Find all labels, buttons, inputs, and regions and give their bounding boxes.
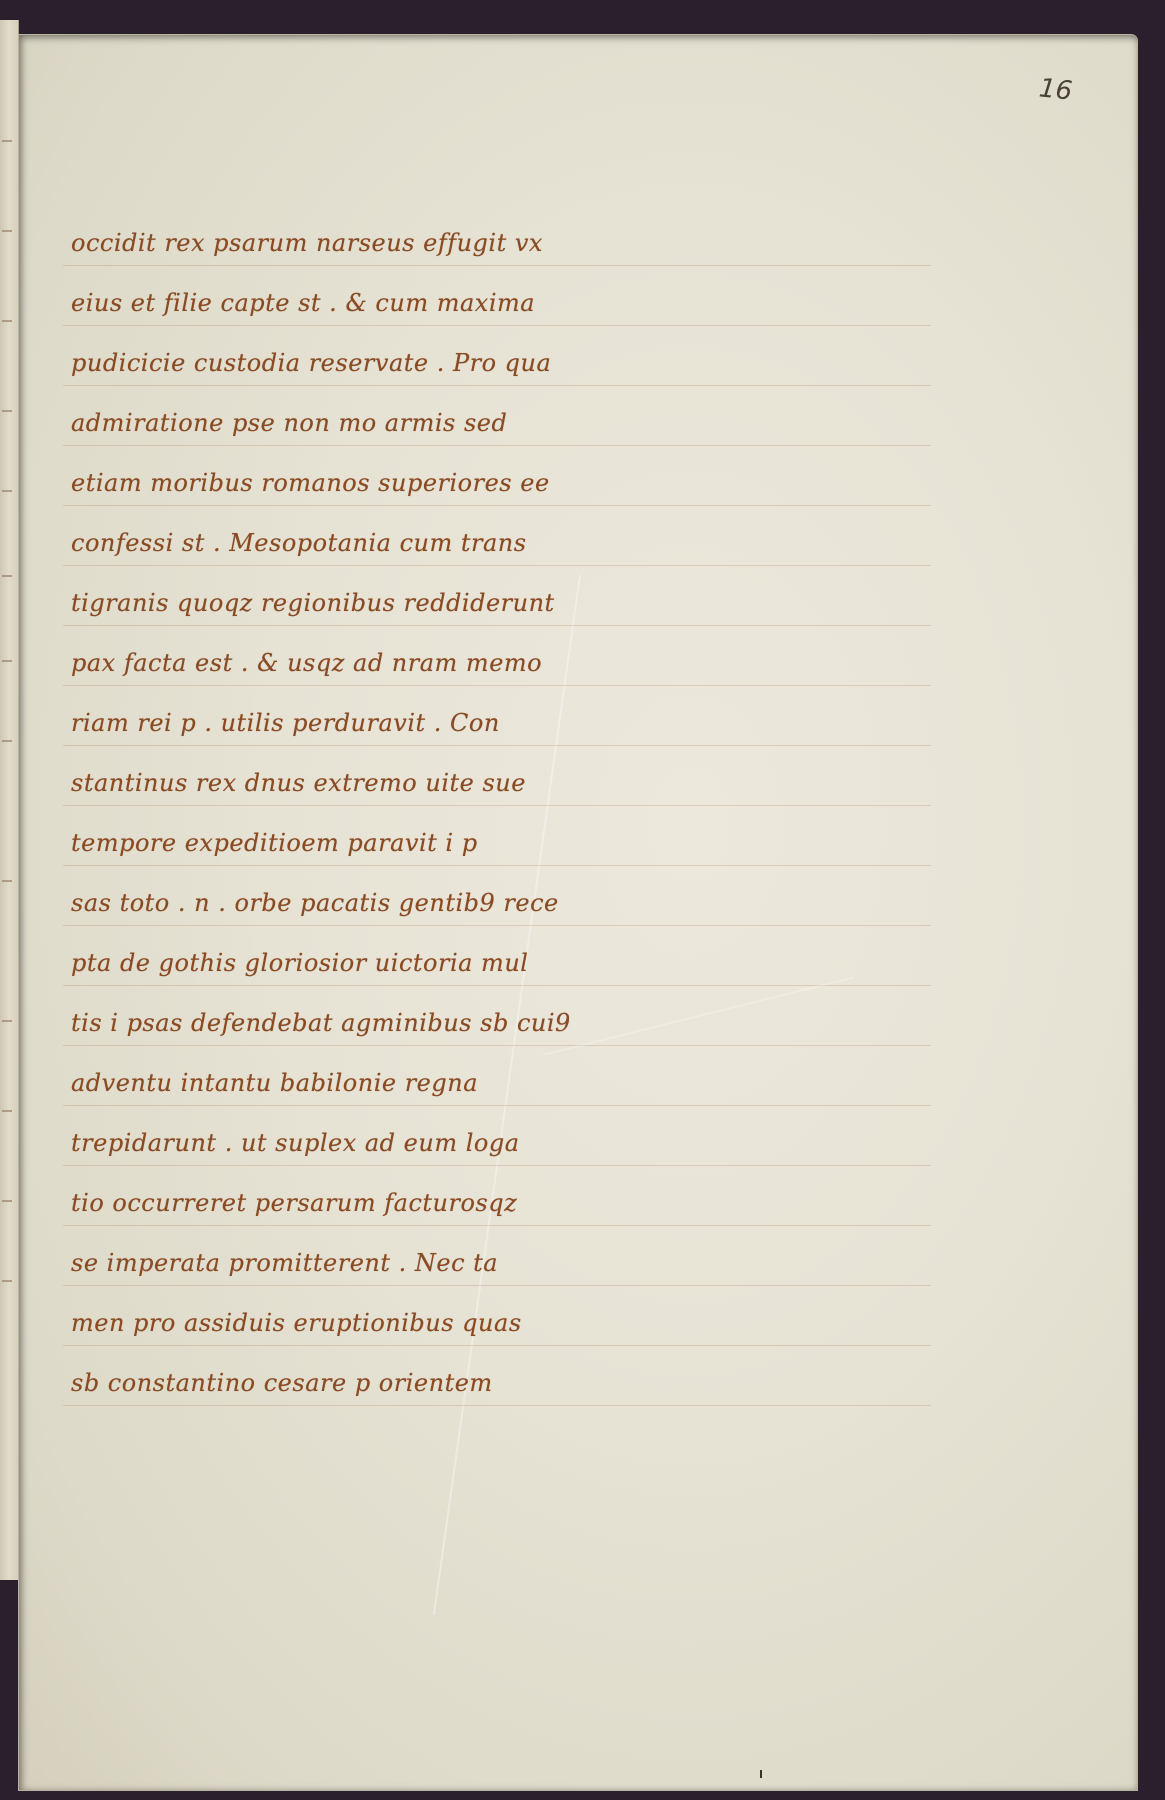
edge-mark — [2, 1110, 12, 1112]
manuscript-line: etiam moribus romanos superiores ee — [71, 453, 901, 513]
edge-mark — [2, 410, 12, 412]
manuscript-line: eius et filie capte st . & cum maxima — [71, 273, 901, 333]
manuscript-line: men pro assiduis eruptionibus quas — [71, 1293, 901, 1353]
manuscript-line: se imperata promitterent . Nec ta — [71, 1233, 901, 1293]
manuscript-line: trepidarunt . ut suplex ad eum loga — [71, 1113, 901, 1173]
manuscript-line: pax facta est . & usqz ad nram memo — [71, 633, 901, 693]
manuscript-line: tigranis quoqz regionibus reddiderunt — [71, 573, 901, 633]
edge-mark — [2, 575, 12, 577]
manuscript-line: stantinus rex dnus extremo uite sue — [71, 753, 901, 813]
edge-mark — [2, 320, 12, 322]
edge-mark — [2, 490, 12, 492]
edge-mark — [2, 1280, 12, 1282]
manuscript-line: admiratione pse non mo armis sed — [71, 393, 901, 453]
manuscript-line: sas toto . n . orbe pacatis gentib9 rece — [71, 873, 901, 933]
manuscript-line: pudicicie custodia reservate . Pro qua — [71, 333, 901, 393]
edge-mark — [2, 660, 12, 662]
manuscript-line: riam rei p . utilis perduravit . Con — [71, 693, 901, 753]
edge-mark — [2, 1020, 12, 1022]
edge-mark — [2, 230, 12, 232]
gutter-mark — [760, 1770, 762, 1778]
manuscript-line: adventu intantu babilonie regna — [71, 1053, 901, 1113]
edge-mark — [2, 1200, 12, 1202]
manuscript-folio — [19, 35, 1137, 1790]
manuscript-line: pta de gothis gloriosior uictoria mul — [71, 933, 901, 993]
manuscript-line: occidit rex psarum narseus effugit vx — [71, 213, 901, 273]
manuscript-text-block — [71, 213, 901, 1413]
manuscript-line: tio occurreret persarum facturosqz — [71, 1173, 901, 1233]
manuscript-line: confessi st . Mesopotania cum trans — [71, 513, 901, 573]
edge-mark — [2, 880, 12, 882]
facing-page-edge — [0, 20, 19, 1580]
manuscript-line: tis i psas defendebat agminibus sb cui9 — [71, 993, 901, 1053]
edge-mark — [2, 140, 12, 142]
manuscript-line: sb constantino cesare p orientem — [71, 1353, 901, 1413]
edge-mark — [2, 740, 12, 742]
folio-number: 16 — [1037, 73, 1074, 107]
manuscript-line: tempore expeditioem paravit i p — [71, 813, 901, 873]
